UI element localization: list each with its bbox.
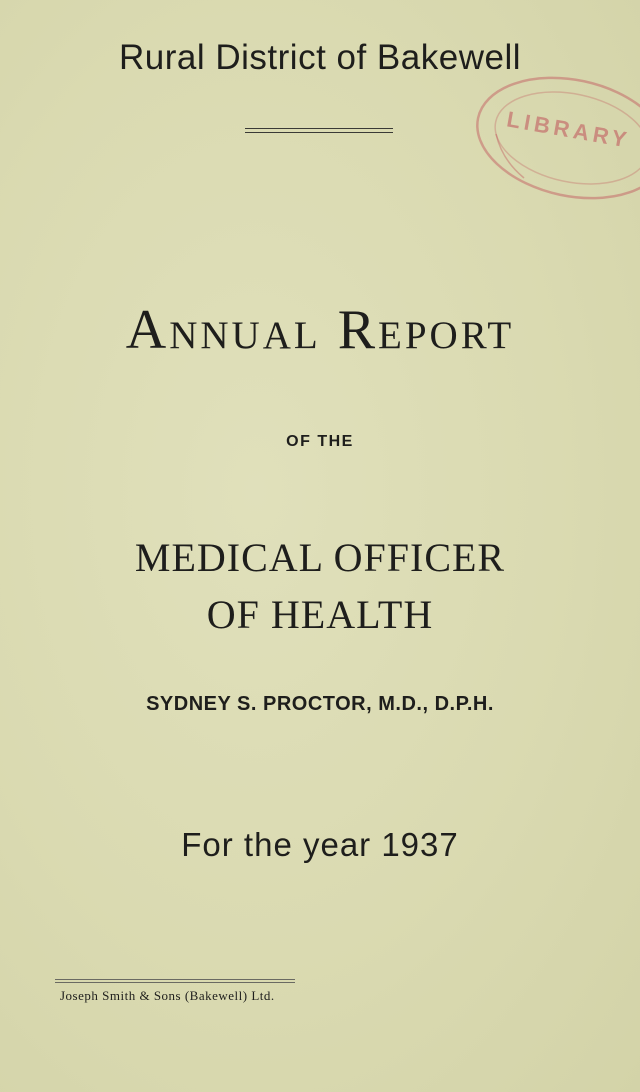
office-title-line1: MEDICAL OFFICER xyxy=(134,535,506,580)
officer-name: SYDNEY S. PROCTOR, M.D., D.P.H. xyxy=(146,693,494,715)
office-title-line2: OF HEALTH xyxy=(206,592,434,637)
library-stamp xyxy=(462,60,640,220)
report-title: Annual Report xyxy=(125,299,515,361)
printer-rule xyxy=(55,979,295,983)
printer-imprint: Joseph Smith & Sons (Bakewell) Ltd. xyxy=(60,988,275,1003)
library-stamp-icon xyxy=(462,60,640,220)
district-heading: Rural District of Bakewell xyxy=(119,38,521,77)
stamp-label: LIBRARY xyxy=(504,106,633,153)
of-the-line: OF THE xyxy=(286,433,354,450)
header-double-rule xyxy=(245,128,393,133)
report-year: For the year 1937 xyxy=(181,826,459,863)
